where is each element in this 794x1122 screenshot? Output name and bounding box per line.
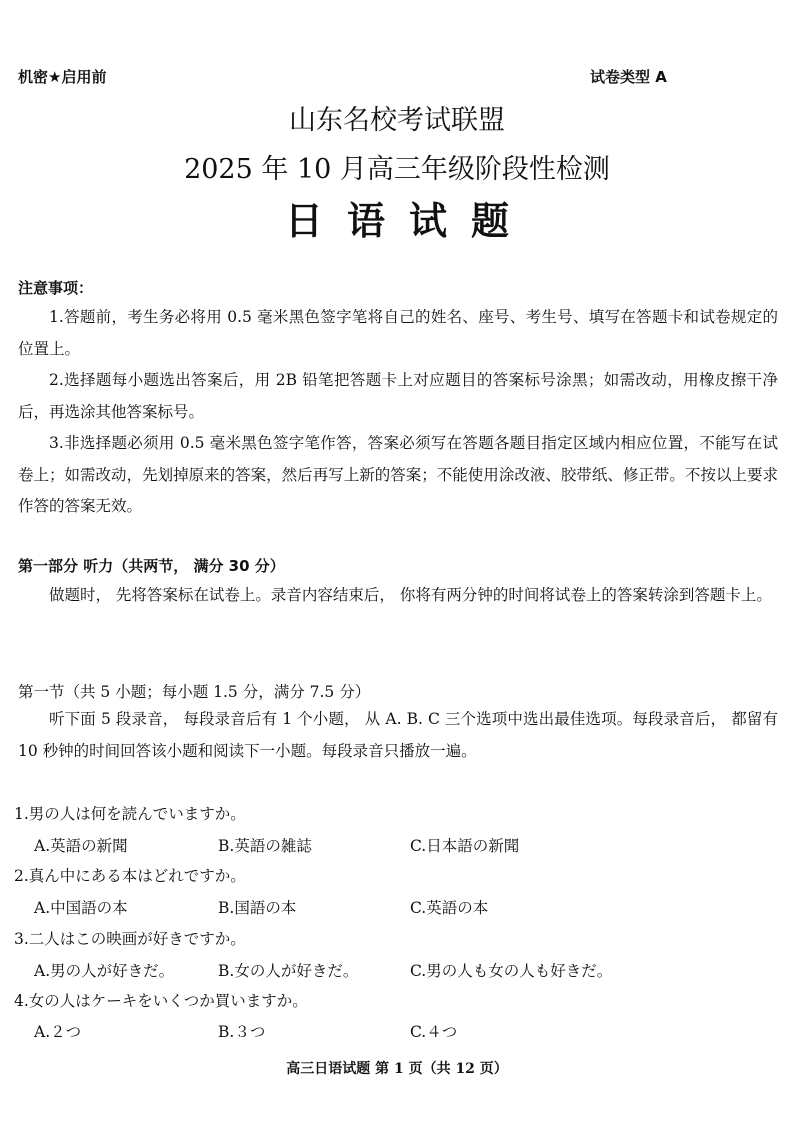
question-1-option-a: A.英語の新聞 <box>34 837 128 855</box>
part1-heading: 第一部分 听力（共两节， 满分 30 分） <box>18 557 285 575</box>
question-4-option-c: C.４つ <box>410 1023 458 1041</box>
question-2-stem: 2.真ん中にある本はどれですか。 <box>14 867 246 885</box>
page-footer: 高三日语试题 第 1 页（共 12 页） <box>286 1061 508 1077</box>
note-item-1: 1.答题前，考生务必将用 0.5 毫米黑色签字笔将自己的姓名、座号、考生号、填写在答题卡和试卷规定的位置上。 <box>18 308 778 358</box>
exam-org-title: 山东名校考试联盟 <box>289 105 505 136</box>
subject-title: 日语试题 <box>284 199 533 243</box>
question-3-option-a: A.男の人が好きだ。 <box>34 962 175 980</box>
confidential-label: 机密★启用前 <box>18 68 107 86</box>
question-2-option-a: A.中国語の本 <box>34 899 128 917</box>
question-1-option-c: C.日本語の新聞 <box>410 837 520 855</box>
part1-instruction: 做题时， 先将答案标在试卷上。录音内容结束后， 你将有两分钟的时间将试卷上的答案转涂到答题卡上。 <box>49 586 772 604</box>
note-item-3: 3.非选择题必须用 0.5 毫米黑色签字笔作答，答案必须写在答题各题目指定区域内相应位置，不能写在试卷上；如需改动，先划掉原来的答案，然后再写上新的答案；不能使用涂改液、胶带纸、修正带。不按以上要求作答的答案无效。 <box>18 434 778 515</box>
section1-heading: 第一节（共 5 小题；每小题 1.5 分，满分 7.5 分） <box>18 683 371 701</box>
question-3-option-b: B.女の人が好きだ。 <box>218 962 359 980</box>
question-1-stem: 1.男の人は何を読んでいますか。 <box>14 805 246 823</box>
question-2-option-c: C.英語の本 <box>410 899 489 917</box>
question-1-option-b: B.英語の雑誌 <box>218 837 312 855</box>
question-3-stem: 3.二人はこの映画が好きですか。 <box>14 930 246 948</box>
notes-heading: 注意事项： <box>18 279 94 297</box>
paper-type-label: 试卷类型 A <box>590 68 667 86</box>
section1-instruction: 听下面 5 段录音， 每段录音后有 1 个小题， 从 A. B. C 三个选项中选出最佳选项。每段录音后， 都留有 10 秒钟的时间回答该小题和阅读下一小题。每段录音只播放一遍。 <box>18 710 778 760</box>
question-4-option-a: A.２つ <box>34 1023 82 1041</box>
question-4-option-b: B.３つ <box>218 1023 266 1041</box>
note-item-2: 2.选择题每小题选出答案后，用 2B 铅笔把答题卡上对应题目的答案标号涂黑；如需改动，用橡皮擦干净后，再选涂其他答案标号。 <box>18 371 778 421</box>
question-3-option-c: C.男の人も女の人も好きだ。 <box>410 962 613 980</box>
question-4-stem: 4.女の人はケーキをいくつか買いますか。 <box>14 992 308 1010</box>
question-2-option-b: B.国語の本 <box>218 899 297 917</box>
exam-session-title: 2025 年 10 月高三年级阶段性检测 <box>184 154 610 185</box>
